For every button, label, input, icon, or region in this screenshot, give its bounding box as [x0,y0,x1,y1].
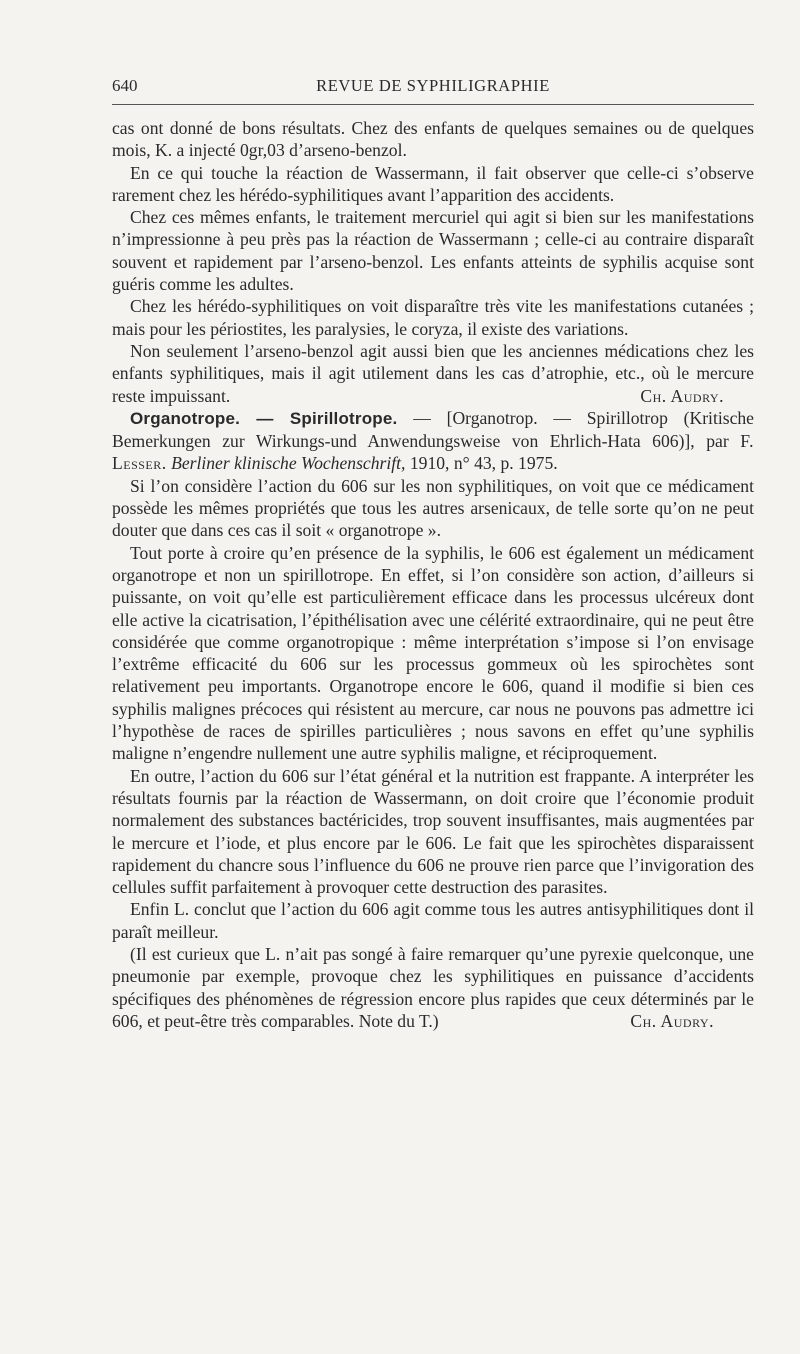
paragraph: Tout porte à croire qu’en présence de la syphilis, le 606 est également un médicament organotrope et non un spirillotrope. En effet, si l’on considère son action, d’ailleurs si puissante, on voit qu’elle est particulièrement efficace dans les processus ulcéreux dont elle active la cicatrisation, l’épithélisation avec une célérité extraordinaire, qui ne peut être considérée que comme organotropique : même interprétation s’impose si l’on envisage l’extrême efficacité du 606 sur les processus gommeux où les spirochètes sont relativement peu importants. Organotrope encore le 606, quand il modifie si bien ces syphilis malignes précoces qui résistent au mercure, car nous ne pouvons pas admettre ici l’hypothèse de races de spirilles particulières ; nous savons en effet qu’une syphilis maligne n’engendre nullement une autre syphilis maligne, et réciproquement. [112,542,754,764]
signature: Ch. Audry. [640,385,724,406]
running-title: REVUE DE SYPHILIGRAPHIE [316,76,550,95]
paragraph [112,340,754,407]
article-title: Organotrope. — Spirillotrope. [130,408,398,428]
page-body [112,117,754,1032]
paragraph: Si l’on considère l’action du 606 sur les non syphilitiques, on voit que ce médicament possède les mêmes propriétés que tous les autres arsenicaux, de telle sorte qu’on ne peut douter que dans ces cas il soit « organotrope ». [112,475,754,541]
citation-text: — [Organotrop. — Spirillotrop (Kritische Bemerkungen zur Wirkungs-und Anwendungsweise von Ehrlich-Hata 606)], par [112,407,754,452]
paragraph: Enfin L. conclut que l’action du 606 agit comme tous les autres antisyphilitiques dont il paraît meilleur. [112,899,754,942]
paragraph: Chez les hérédo-syphilitiques on voit disparaître très vite les manifestations cutanées ; mais pour les périostites, les paralysies, le coryza, il existe des variations. [112,296,754,339]
journal-name: Berliner klinische Wochenschrift, [171,453,406,474]
signature: Ch. Audry. [630,1010,714,1031]
paragraph [112,943,754,1032]
paragraph-text: (Il est curieux que L. n’ait pas songé à faire remarquer qu’une pyrexie quelconque, une pneumonie par exemple, provoque chez les syphilitiques en puissance d’accidents spécifiques des phénomènes de régression encore plus rapides que ceux déterminés par le 606, et peut-être très comparables. Note du T.) [112,943,754,1031]
article-heading [112,407,754,475]
author-name: F. Lesser. [112,431,754,474]
paragraph-text: Non seulement l’arseno-benzol agit aussi bien que les anciennes médications chez les enfants syphilitiques, mais il agit utilement dans les cas d’atrophie, etc., où le mercure reste impuissant. [112,340,754,406]
paragraph: Chez ces mêmes enfants, le traitement mercuriel qui agit si bien sur les manifestations n’impressionne à peu près pas la réaction de Wassermann ; celle-ci au contraire disparaît souvent et rapidement par l’arseno-benzol. Les enfants atteints de syphilis acquise sont guéris comme les adultes. [112,207,754,295]
paragraph: En outre, l’action du 606 sur l’état général et la nutrition est frappante. A interpréter les résultats fournis par la réaction de Wassermann, on doit croire que l’économie produit normalement des substances bactéricides, trop souvent insuffisantes, mais augmentées par le mercure et l’iode, et plus encore par le 606. Le fait que les spirochètes disparaissent rapidement du chancre sous l’influence du 606 ne prouve rien parce que l’invigoration des cellules suffit parfaitement à provoquer cette destruction des parasites. [112,765,754,898]
page-header [112,70,754,105]
page-number: 640 [112,76,138,95]
citation-details: 1910, n° 43, p. 1975. [405,453,558,474]
paragraph: En ce qui touche la réaction de Wassermann, il fait observer que celle-ci s’observe rarement chez les hérédo-syphilitiques avant l’apparition des accidents. [112,162,754,205]
paragraph: cas ont donné de bons résultats. Chez des enfants de quelques semaines ou de quelques mois, K. a injecté 0gr,03 d’arseno-benzol. [112,118,754,161]
